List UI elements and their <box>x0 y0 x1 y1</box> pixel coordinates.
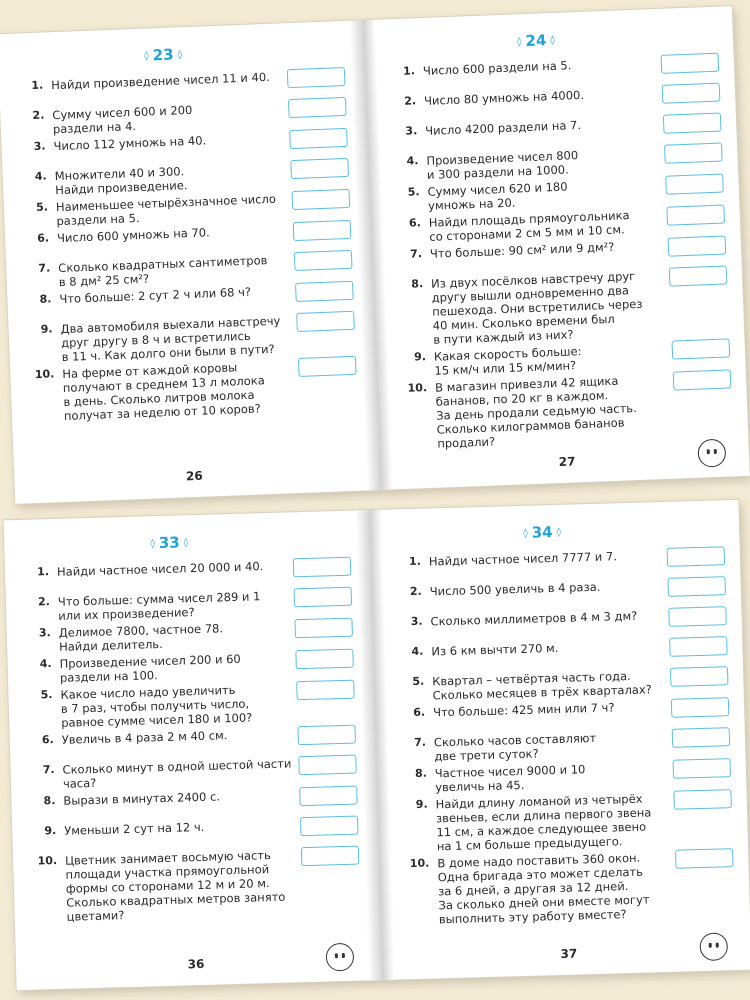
page-26 <box>0 20 375 503</box>
task-number: 10. <box>34 367 55 382</box>
task-list <box>395 53 734 452</box>
task-text: Число 112 умножь на 40. <box>53 133 207 154</box>
diamond-icon: ◊ <box>516 36 522 47</box>
task-text: Делимое 7800, частное 78. Найди делитель. <box>58 621 224 654</box>
answer-box[interactable] <box>301 846 360 867</box>
task-text: Число 500 увеличь в 4 раза. <box>429 579 601 599</box>
task-item <box>407 789 732 854</box>
task-number: 5. <box>40 688 53 702</box>
book-spread-bottom <box>4 500 750 990</box>
task-text: Цветник занимает восьмую часть площади участка прямоугольной формы со сторонами 12 м и 20 м. Сколько квадратных метров занято цветами? <box>64 848 286 924</box>
diamond-icon: ◊ <box>523 528 528 539</box>
diamond-icon: ◊ <box>183 537 189 548</box>
answer-box[interactable] <box>299 786 358 807</box>
task-text: Из двух посёлков навстречу друг другу вышли одновременно два пешехода. Они встретились через 40 мин. Сколько времени был в пути каждый из них? <box>430 268 643 347</box>
smiley-icon <box>697 439 726 468</box>
answer-box[interactable] <box>671 697 730 718</box>
task-number: 6. <box>413 705 426 719</box>
page-36 <box>4 510 377 990</box>
task-text: В магазин привезли 42 ящика бананов, по 20 кг в каждом. За день продали седьмую часть. Сколько килограммов бананов продали? <box>434 373 637 451</box>
answer-box[interactable] <box>669 636 728 657</box>
task-number: 10. <box>409 856 430 871</box>
page-number: 36 <box>187 956 205 972</box>
task-number: 3. <box>33 139 46 153</box>
task-number: 6. <box>41 733 54 747</box>
task-number: 6. <box>37 231 50 245</box>
answer-box[interactable] <box>667 546 726 567</box>
task-number: 9. <box>44 824 57 838</box>
answer-box[interactable] <box>673 758 732 779</box>
task-item <box>409 848 735 927</box>
task-number: 8. <box>411 277 424 291</box>
task-number: 8. <box>43 794 56 808</box>
answer-box[interactable] <box>295 649 354 670</box>
answer-box[interactable] <box>298 755 357 776</box>
answer-box[interactable] <box>668 606 727 627</box>
task-item <box>37 846 361 925</box>
task-number: 9. <box>415 797 428 811</box>
answer-box[interactable] <box>673 789 732 810</box>
task-text: Сколько миллиметров в 4 м 3 дм? <box>430 608 638 629</box>
task-text: В доме надо поставить 360 окон. Одна бригада это может сделать за 6 дней, а другая за 12 дней. За сколько дней они вместе могут выполнить эту работу вместе? <box>437 850 650 927</box>
answer-box[interactable] <box>293 220 352 241</box>
task-text: Найди частное чисел 20 000 и 40. <box>56 559 264 579</box>
answer-box[interactable] <box>294 587 353 608</box>
task-number: 5. <box>35 200 49 214</box>
task-text: Найди площадь прямоугольника со сторонами 2 см 5 мм и 10 см. <box>428 208 630 244</box>
page-number: 26 <box>185 468 203 484</box>
task-text: Сколько квадратных сантиметров в 8 дм² 25 см²? <box>58 253 268 290</box>
answer-box[interactable] <box>288 97 347 118</box>
task-text: Какая скорость больше: 15 км/ч или 15 км/мин? <box>433 344 582 378</box>
task-number: 4. <box>411 644 424 659</box>
task-text: Наименьшее четырёхзначное число раздели на 5. <box>55 191 277 229</box>
answer-box[interactable] <box>287 67 346 88</box>
task-number: 2. <box>32 108 45 122</box>
task-number: 4. <box>406 154 419 168</box>
task-number: 3. <box>410 614 423 629</box>
task-number: 2. <box>409 584 422 599</box>
task-item <box>403 265 729 347</box>
answer-box[interactable] <box>290 158 349 179</box>
task-number: 3. <box>405 124 418 138</box>
task-number: 2. <box>37 595 51 609</box>
answer-box[interactable] <box>675 848 734 869</box>
task-text: На ферме от каждой коровы получают в среднем 13 л молока в день. Сколько литров молока получат за неделю от 10 коров? <box>62 360 265 423</box>
task-item <box>34 356 358 424</box>
answer-box[interactable] <box>297 725 356 746</box>
task-text: Что больше: сумма чисел 289 и 1 или их произведение? <box>57 589 261 623</box>
task-number: 10. <box>407 381 428 395</box>
task-text: Множители 40 и 300. Найди произведение. <box>54 164 188 198</box>
task-number: 5. <box>412 674 425 688</box>
smiley-icon <box>326 943 355 972</box>
diamond-icon: ◊ <box>150 538 155 549</box>
answer-box[interactable] <box>667 576 726 597</box>
answer-box[interactable] <box>295 281 354 302</box>
task-number: 9. <box>40 322 53 336</box>
diamond-icon: ◊ <box>550 35 555 46</box>
task-text: Число 600 умножь на 70. <box>56 225 210 246</box>
answer-box[interactable] <box>661 53 720 74</box>
task-number: 10. <box>37 853 58 868</box>
task-text: Сумму чисел 600 и 200 раздели на 4. <box>52 102 193 137</box>
task-text: Число 600 раздели на 5. <box>422 58 572 78</box>
task-number: 1. <box>31 78 44 93</box>
task-number: 8. <box>414 766 427 780</box>
task-item <box>407 369 733 451</box>
answer-box[interactable] <box>666 204 725 225</box>
task-text: Увеличь в 4 раза 2 м 40 см. <box>61 728 228 747</box>
task-item <box>32 680 355 731</box>
answer-box[interactable] <box>665 174 724 195</box>
task-text: Число 4200 раздели на 7. <box>425 117 582 138</box>
task-text: Из 6 км вычти 270 м. <box>431 640 559 659</box>
task-text: Произведение чисел 200 и 60 раздели на 100. <box>59 651 241 685</box>
task-text: Сколько минут в одной шестой части часа? <box>62 756 292 791</box>
task-text: Число 80 умножь на 4000. <box>423 87 585 108</box>
task-text: Что больше: 425 мин или 7 ч? <box>432 700 615 720</box>
book-spread-top <box>0 6 750 504</box>
task-text: Найди произведение чисел 11 и 40. <box>50 69 271 93</box>
task-number: 3. <box>38 626 51 640</box>
task-number: 5. <box>407 185 420 199</box>
diamond-icon: ◊ <box>144 50 149 62</box>
task-text: Найди частное чисел 7777 и 7. <box>428 549 618 569</box>
task-number: 8. <box>39 292 52 306</box>
answer-box[interactable] <box>300 816 359 837</box>
task-text: Произведение чисел 800 и 300 раздели на 1000. <box>426 148 579 182</box>
answer-box[interactable] <box>294 250 353 271</box>
section-title: ◊ 24 ◊ <box>516 31 555 51</box>
task-number: 4. <box>39 657 52 671</box>
answer-box[interactable] <box>673 369 732 390</box>
task-text: Что больше: 2 сут 2 ч или 68 ч? <box>59 284 252 307</box>
answer-box[interactable] <box>294 618 353 639</box>
task-number: 4. <box>34 169 47 183</box>
task-list <box>29 557 361 925</box>
answer-box[interactable] <box>293 557 352 578</box>
task-text: Сумму чисел 620 и 180 умножь на 20. <box>427 179 568 213</box>
answer-box[interactable] <box>668 235 727 256</box>
task-text: Два автомобиля выехали навстречу друг другу в 8 ч и встретились в 11 ч. Как долго они были в пути? <box>60 313 281 365</box>
task-text: Что больше: 90 см² или 9 дм²? <box>429 239 615 261</box>
page-37 <box>375 500 750 980</box>
task-text: Уменьши 2 сут на 12 ч. <box>64 819 205 838</box>
page-number: 37 <box>560 946 578 961</box>
task-text: Квартал – четвёртая часть года. Сколько месяцев в трёх кварталах? <box>432 668 652 703</box>
task-text: Какое число надо увеличить в 7 раз, чтобы получить число, равное сумме чисел 180 и 100? <box>60 682 253 730</box>
answer-box[interactable] <box>296 680 355 701</box>
task-number: 9. <box>413 350 427 364</box>
answer-box[interactable] <box>662 83 721 104</box>
task-text: Сколько часов составляют две трети суток? <box>433 730 597 764</box>
answer-box[interactable] <box>663 113 722 134</box>
section-title: ◊ 23 ◊ <box>144 45 183 65</box>
answer-box[interactable] <box>672 727 731 748</box>
task-number: 7. <box>42 763 55 777</box>
answer-box[interactable] <box>664 143 723 164</box>
answer-box[interactable] <box>669 265 728 286</box>
task-number: 1. <box>37 565 50 579</box>
page-number: 27 <box>558 454 576 470</box>
task-number: 2. <box>404 94 417 108</box>
answer-box[interactable] <box>289 128 348 149</box>
task-number: 7. <box>413 735 427 749</box>
task-text: Найди длину ломаной из четырёх звеньев, если длина первого звена 11 см, а каждое следующее звено на 1 см больше предыдущего. <box>435 791 652 854</box>
task-number: 6. <box>408 216 422 230</box>
task-list <box>401 546 735 927</box>
smiley-icon <box>699 932 728 961</box>
section-title: ◊ 33 ◊ <box>150 533 189 553</box>
diamond-icon: ◊ <box>177 49 183 60</box>
task-number: 1. <box>408 554 422 569</box>
task-number: 7. <box>38 261 51 275</box>
answer-box[interactable] <box>298 356 357 377</box>
task-text: Вырази в минутах 2400 с. <box>63 789 221 808</box>
section-title: ◊ 34 ◊ <box>523 523 562 542</box>
answer-box[interactable] <box>291 189 350 210</box>
task-number: 7. <box>409 247 423 261</box>
task-text: Частное чисел 9000 и 10 увеличь на 45. <box>434 762 586 795</box>
answer-box[interactable] <box>670 666 729 687</box>
page-27 <box>369 6 749 490</box>
task-list <box>23 67 358 424</box>
answer-box[interactable] <box>672 338 731 359</box>
diamond-icon: ◊ <box>556 527 562 538</box>
answer-box[interactable] <box>296 311 355 332</box>
task-number: 1. <box>402 64 416 78</box>
